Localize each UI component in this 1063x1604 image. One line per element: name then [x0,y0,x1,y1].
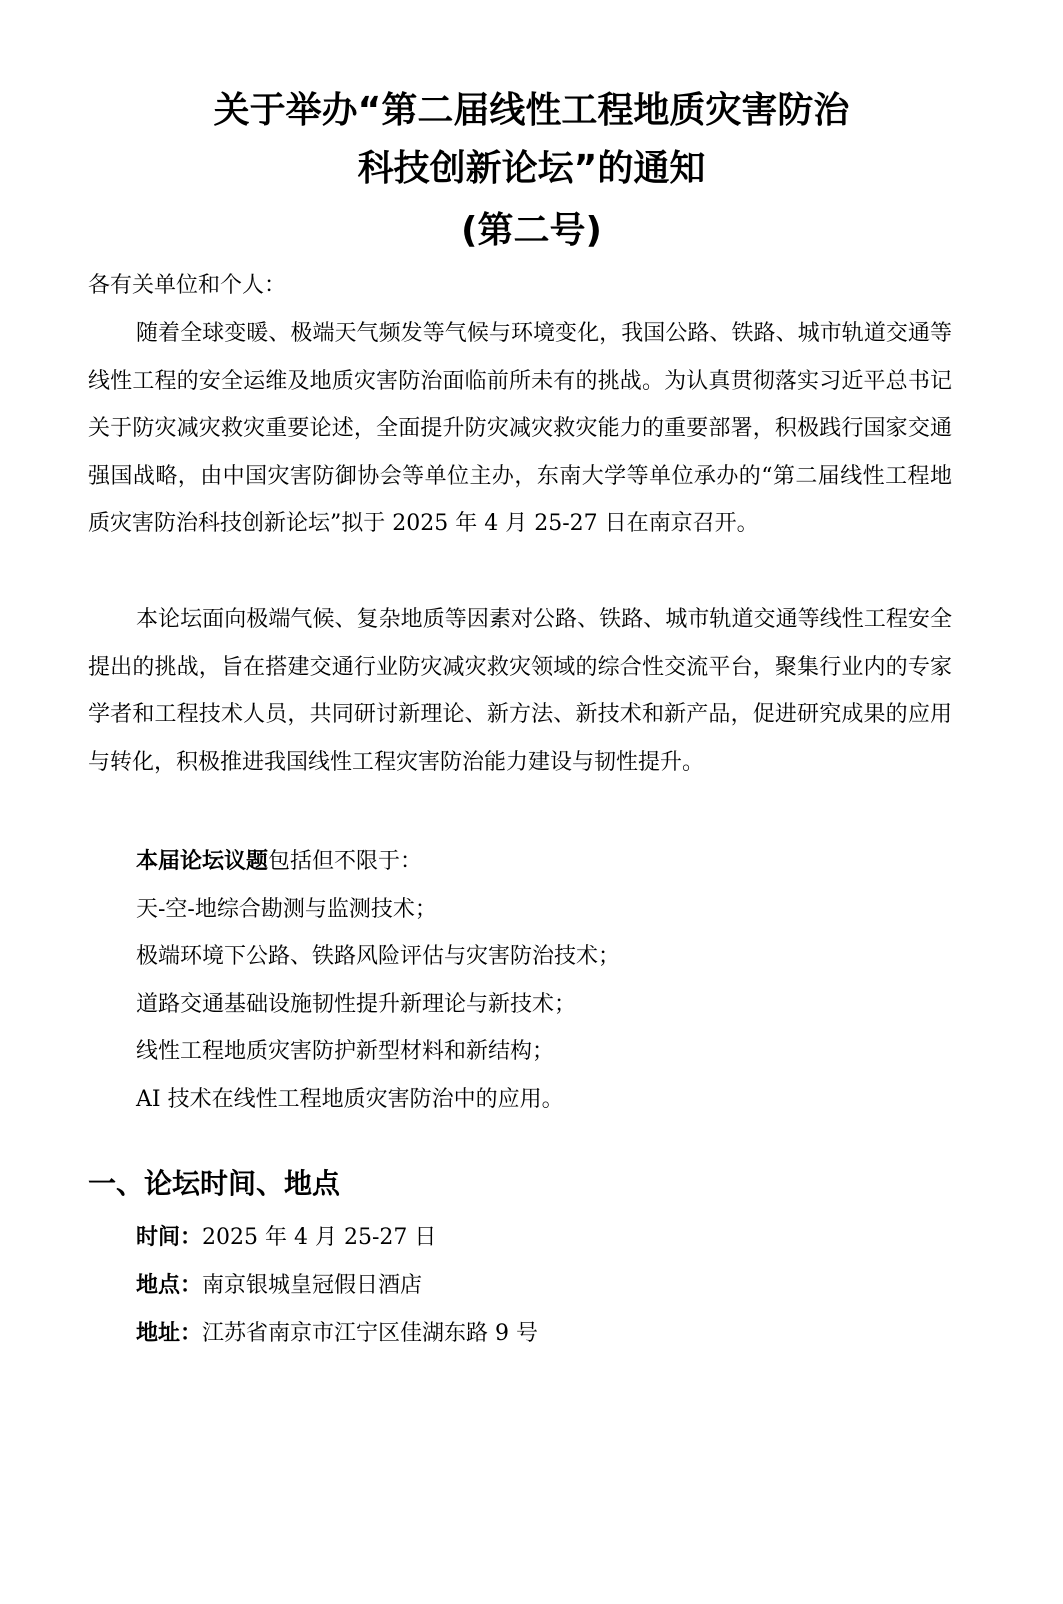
topic-item: 极端环境下公路、铁路风险评估与灾害防治技术； [136,944,621,969]
address-row [136,1310,538,1358]
section-heading-time-place: 一、论坛时间、地点 [88,1167,341,1200]
topics-list [88,838,952,1123]
time-value: 2025 年 4 月 25-27 日 [202,1225,437,1250]
title-line-2: 科技创新论坛”的通知 [357,148,706,189]
place-label: 地点： [136,1273,203,1298]
topic-item: 线性工程地质灾害防护新型材料和新结构； [136,1039,555,1064]
address-value: 江苏省南京市江宁区佳湖东路 9 号 [202,1321,539,1346]
paragraph-intro: 随着全球变暖、极端天气频发等气候与环境变化，我国公路、铁路、城市轨道交通等线性工程的安全运维及地质灾害防治面临前所未有的挑战。为认真贯彻落实习近平总书记关于防灾减灾救灾重要论述，全面提升防灾减灾救灾能力的重要部署，积极践行国家交通强国战略，由中国灾害防御协会等单位主办，东南大学等单位承办的“第二届线性工程地质灾害防治科技创新论坛”拟于 2025 年 4 月 25-27 日在南京召开。 [88,321,952,536]
time-label: 时间： [136,1225,203,1250]
topic-item: 道路交通基础设施韧性提升新理论与新技术； [136,991,577,1017]
title-line-3: (第二号) [461,210,602,251]
notice-title [0,82,1063,260]
topic-item: 天-空-地综合勘测与监测技术； [136,896,437,922]
topics-intro-rest: 包括但不限于： [268,849,423,874]
place-row [136,1262,538,1310]
salutation: 各有关单位和个人： [88,273,287,298]
time-place-info [136,1214,538,1358]
place-value: 南京银城皇冠假日酒店 [202,1273,423,1298]
topic-item: AI 技术在线性工程地质灾害防治中的应用。 [136,1086,564,1112]
address-label: 地址： [136,1321,203,1346]
title-line-1: 关于举办“第二届线性工程地质灾害防治 [213,90,850,131]
paragraph-purpose: 本论坛面向极端气候、复杂地质等因素对公路、铁路、城市轨道交通等线性工程安全提出的挑战，旨在搭建交通行业防灾减灾救灾领域的综合性交流平台，聚集行业内的专家学者和工程技术人员，共同研讨新理论、新方法、新技术和新产品，促进研究成果的应用与转化，积极推进我国线性工程灾害防治能力建设与韧性提升。 [88,607,952,775]
topics-intro-bold: 本届论坛议题 [136,849,269,874]
topics-intro [136,838,952,886]
time-row [136,1214,538,1262]
